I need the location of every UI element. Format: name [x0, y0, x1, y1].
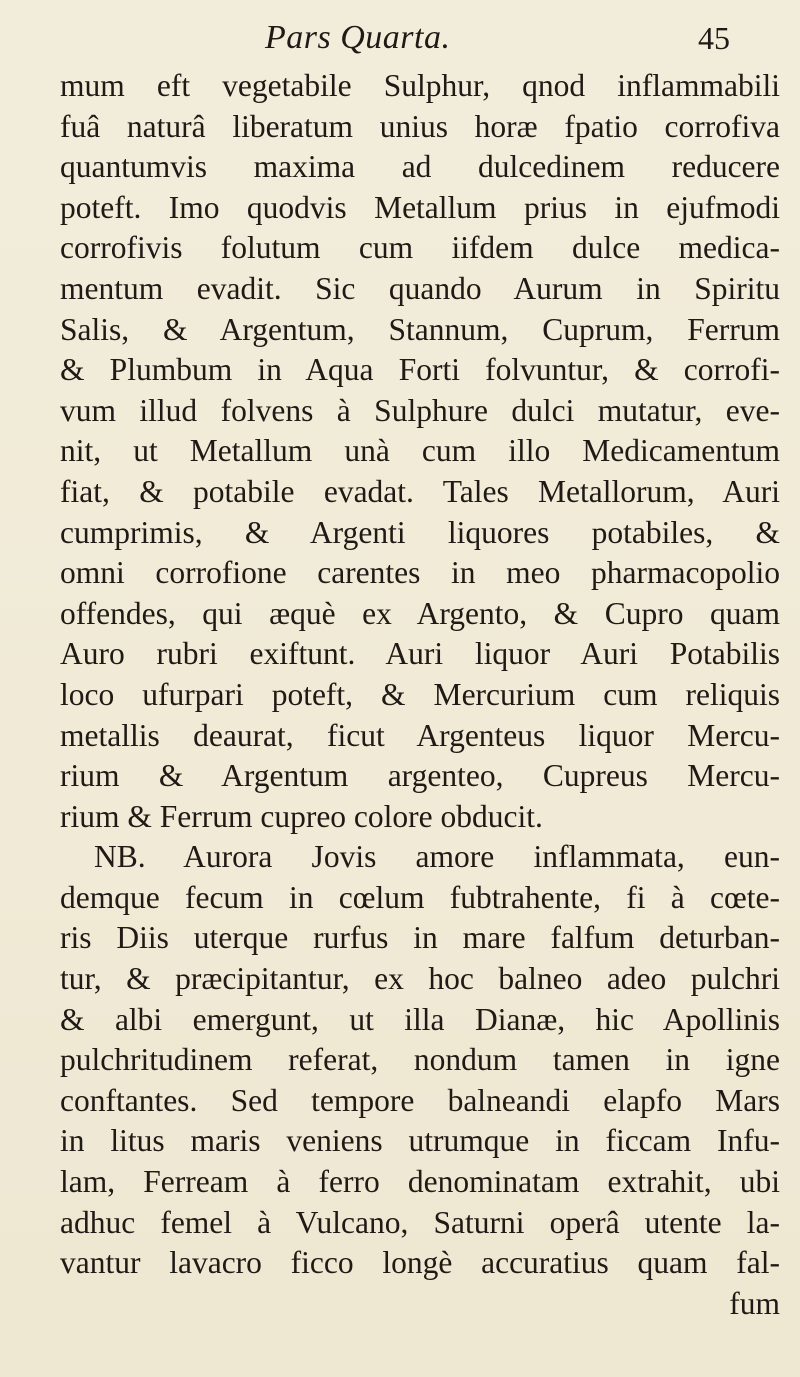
page-number: 45: [698, 20, 730, 56]
text-line: rium & Argentum argenteo, Cupreus Mercu-: [60, 758, 780, 794]
text-line: mum eft vegetabile Sulphur, qnod inflammabili: [60, 68, 780, 103]
text-line: loco ufurpari poteft, & Mercurium cum reliquis: [60, 676, 780, 712]
text-line: Salis, & Argentum, Stannum, Cuprum, Ferrum: [60, 311, 780, 347]
text-line: nit, ut Metallum unà cum illo Medicamentum: [60, 433, 780, 469]
text-line: fuâ naturâ liberatum unius horæ fpatio corrofiva: [60, 108, 780, 144]
text-line: pulchritudinem referat, nondum tamen in igne: [60, 1042, 780, 1078]
text-line: conftantes. Sed tempore balneandi elapfo Mars: [60, 1082, 780, 1118]
text-line: fiat, & potabile evadat. Tales Metallorum, Auri: [60, 473, 780, 509]
text-line: metallis deaurat, ficut Argenteus liquor Mercu-: [60, 717, 780, 753]
text-line: cumprimis, & Argenti liquores potabiles, &: [60, 514, 780, 550]
text-line: vum illud folvens à Sulphure dulci mutatur, eve-: [60, 392, 780, 428]
text-line: tur, & præcipitantur, ex hoc balneo adeo pulchri: [60, 961, 780, 997]
text-line: omni corrofione carentes in meo pharmacopolio: [60, 555, 780, 591]
text-line: demque fecum in cœlum fubtrahente, fi à cœte-: [60, 879, 780, 915]
text-line: corrofivis folutum cum iifdem dulce medica-: [60, 230, 780, 266]
text-line: ris Diis uterque rurfus in mare falfum deturban-: [60, 920, 780, 956]
text-line: & Plumbum in Aqua Forti folvuntur, & corrofi-: [60, 352, 780, 388]
text-line: quantumvis maxima ad dulcedinem reducere: [60, 149, 780, 185]
text-line: mentum evadit. Sic quando Aurum in Spiritu: [60, 270, 780, 306]
body-text: [60, 66, 780, 1324]
page-header: [0, 14, 800, 64]
text-line: & albi emergunt, ut illa Dianæ, hic Apollinis: [60, 1001, 780, 1037]
text-line: lam, Ferream à ferro denominatam extrahit, ubi: [60, 1164, 780, 1200]
paragraph-first-line: NB. Aurora Jovis amore inflammata, eun-: [94, 839, 780, 875]
text-line: vantur lavacro ficco longè accuratius quam fal-: [60, 1245, 780, 1281]
text-line: poteft. Imo quodvis Metallum prius in ejufmodi: [60, 189, 780, 225]
catchword: fum: [729, 1285, 780, 1321]
running-title: Pars Quarta.: [265, 19, 451, 56]
text-line: in litus maris veniens utrumque in ficcam Infu-: [60, 1123, 780, 1159]
text-line: Auro rubri exiftunt. Auri liquor Auri Potabilis: [60, 636, 780, 672]
text-line: rium & Ferrum cupreo colore obducit.: [60, 798, 543, 834]
text-line: offendes, qui æquè ex Argento, & Cupro quam: [60, 595, 780, 631]
text-line: adhuc femel à Vulcano, Saturni operâ utente la-: [60, 1204, 780, 1240]
